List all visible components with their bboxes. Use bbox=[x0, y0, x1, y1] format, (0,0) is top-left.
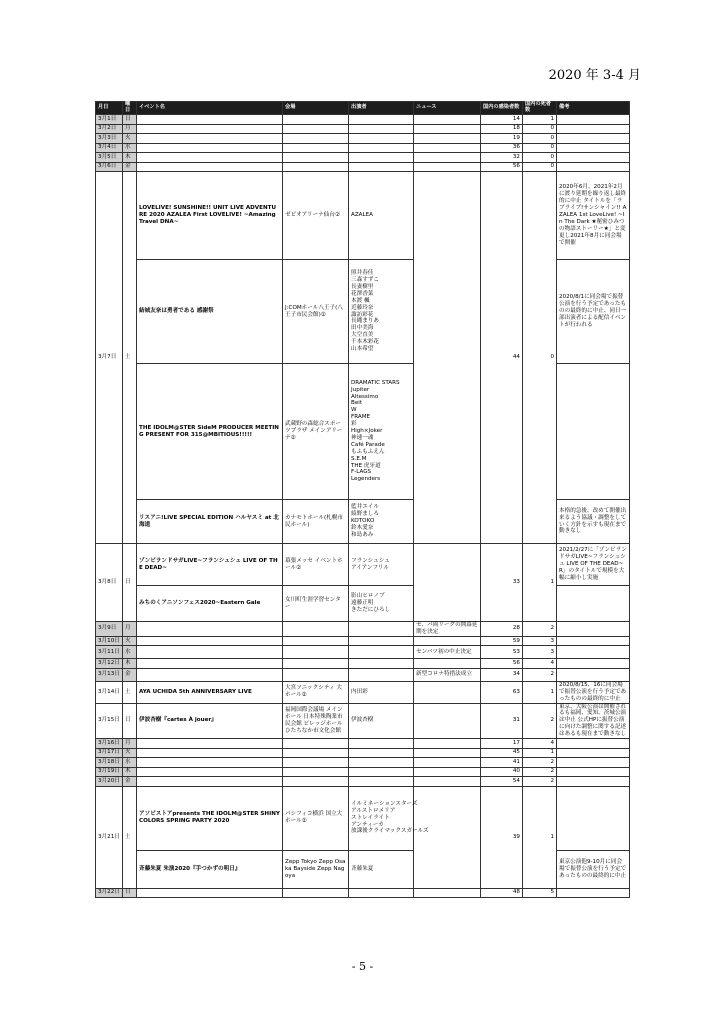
day-cell: 月 bbox=[123, 124, 137, 134]
performer-name: Jupiter bbox=[351, 386, 370, 393]
performer-name: きただにひろし bbox=[351, 606, 391, 613]
cases-cell: 53 bbox=[481, 646, 523, 659]
table-row bbox=[96, 786, 630, 850]
performers-cell bbox=[349, 143, 414, 153]
notes-cell bbox=[557, 622, 630, 637]
cases-cell: 44 bbox=[481, 172, 523, 544]
performer-name: S.E.M bbox=[351, 455, 367, 462]
table-row bbox=[96, 134, 630, 144]
table-row bbox=[96, 777, 630, 787]
notes-cell bbox=[557, 739, 630, 749]
notes-cell bbox=[557, 748, 630, 758]
deaths-cell: 3 bbox=[523, 646, 557, 659]
performer-name: 近藤玲奈 bbox=[351, 304, 374, 311]
event-cell bbox=[137, 143, 283, 153]
venue-cell bbox=[283, 124, 349, 134]
date-cell: 3月22日 bbox=[96, 888, 123, 898]
event-cell bbox=[137, 888, 283, 898]
performer-name: 本渡 楓 bbox=[351, 297, 370, 304]
cases-cell: 17 bbox=[481, 739, 523, 749]
performers-cell bbox=[349, 646, 414, 659]
event-cell bbox=[137, 748, 283, 758]
performer-name: アンティーカ bbox=[351, 821, 384, 828]
notes-cell bbox=[557, 143, 630, 153]
performers-cell bbox=[349, 153, 414, 163]
deaths-cell: 2 bbox=[523, 767, 557, 777]
page-title: 2020 年 3-4 月 bbox=[548, 68, 641, 83]
performers-cell bbox=[349, 124, 414, 134]
performer-name: KOTOKO bbox=[351, 518, 375, 525]
venue-cell bbox=[283, 162, 349, 172]
performer-name: F-LAGS bbox=[351, 469, 372, 476]
notes-cell: 2020年6月、2021年2月に渡り延期を繰り返し最終的に中止 タイトルを「ラブライブ!サンシャイン!! AZALEA 1st LoveLive! ~In The Dark ★秘密ひみつの物語ストーリー★」と変更し2021年8月に同会場で開催 bbox=[557, 172, 630, 260]
news-cell bbox=[414, 767, 481, 777]
header-date: 月日 bbox=[96, 102, 123, 115]
performers-cell bbox=[349, 260, 414, 364]
performer-name: 内田彩 bbox=[351, 688, 368, 695]
performer-name: 鈴木愛奈 bbox=[351, 524, 374, 531]
day-cell: 日 bbox=[123, 115, 137, 125]
day-cell: 土 bbox=[123, 681, 137, 703]
date-cell: 3月1日 bbox=[96, 115, 123, 125]
venue-cell bbox=[283, 143, 349, 153]
performers-cell bbox=[349, 668, 414, 681]
cases-cell: 48 bbox=[481, 888, 523, 898]
performer-name: アイアンフリル bbox=[351, 564, 390, 571]
performer-name: 花澤香菜 bbox=[351, 290, 374, 297]
day-cell: 月 bbox=[123, 622, 137, 637]
event-cell bbox=[137, 739, 283, 749]
event-cell bbox=[137, 646, 283, 659]
news-cell: センバツ初の中止決定 bbox=[414, 646, 481, 659]
deaths-cell: 4 bbox=[523, 659, 557, 669]
deaths-cell: 2 bbox=[523, 622, 557, 637]
performers-cell bbox=[349, 636, 414, 646]
date-cell: 3月19日 bbox=[96, 767, 123, 777]
performers-cell bbox=[349, 162, 414, 172]
notes-cell: 2020/8/1に同会場で振替公演を行う予定であったものの最終的に中止、同日一部出演者による配信イベントが行われる bbox=[557, 260, 630, 364]
cases-cell: 59 bbox=[481, 636, 523, 646]
performer-name: 田中美海 bbox=[351, 325, 374, 332]
deaths-cell: 0 bbox=[523, 172, 557, 544]
header-performers: 出演者 bbox=[349, 102, 414, 115]
date-cell: 3月12日 bbox=[96, 659, 123, 669]
deaths-cell: 0 bbox=[523, 162, 557, 172]
deaths-cell: 4 bbox=[523, 739, 557, 749]
performers-cell bbox=[349, 758, 414, 768]
cases-cell: 19 bbox=[481, 134, 523, 144]
cases-cell: 54 bbox=[481, 777, 523, 787]
performers-cell bbox=[349, 622, 414, 637]
event-cell: 結城友奈は勇者である 感謝祭 bbox=[137, 260, 283, 364]
event-cell bbox=[137, 758, 283, 768]
event-cell bbox=[137, 622, 283, 637]
date-cell: 3月7日 bbox=[96, 172, 123, 544]
notes-cell bbox=[557, 134, 630, 144]
table-row bbox=[96, 115, 630, 125]
performer-name: 三森すずこ bbox=[351, 276, 380, 283]
header-day: 曜日 bbox=[123, 102, 137, 115]
table-row bbox=[96, 758, 630, 768]
header-row bbox=[96, 102, 630, 115]
event-cell: 斉藤朱夏 朱演2020『手つかずの明日』 bbox=[137, 850, 283, 888]
performer-name: 諏訪彩花 bbox=[351, 311, 374, 318]
performer-name: 長縄まりあ bbox=[351, 318, 379, 325]
header-notes: 備考 bbox=[557, 102, 630, 115]
venue-cell: 武蔵野の森総合スポーツプラザ メインアリーナ② bbox=[283, 364, 349, 500]
cases-cell: 41 bbox=[481, 758, 523, 768]
table-row bbox=[96, 748, 630, 758]
news-cell bbox=[414, 544, 481, 622]
day-cell: 日 bbox=[123, 888, 137, 898]
table-row bbox=[96, 143, 630, 153]
cases-cell: 56 bbox=[481, 659, 523, 669]
performers-cell bbox=[349, 777, 414, 787]
deaths-cell: 5 bbox=[523, 888, 557, 898]
performers-cell bbox=[349, 767, 414, 777]
date-cell: 3月9日 bbox=[96, 622, 123, 637]
venue-cell: J:COMホール八王子(八王子市民会館)② bbox=[283, 260, 349, 364]
header-deaths: 国内の死者数 bbox=[523, 102, 557, 115]
notes-cell bbox=[557, 646, 630, 659]
notes-cell bbox=[557, 758, 630, 768]
venue-cell bbox=[283, 153, 349, 163]
performers-cell bbox=[349, 681, 414, 703]
venue-cell: 幕張メッセ イベントホール② bbox=[283, 544, 349, 586]
cases-cell: 63 bbox=[481, 681, 523, 703]
cases-cell: 34 bbox=[481, 668, 523, 681]
schedule-table bbox=[95, 101, 630, 898]
table-row bbox=[96, 124, 630, 134]
news-cell bbox=[414, 124, 481, 134]
event-cell bbox=[137, 668, 283, 681]
performer-name: 綾野ましろ bbox=[351, 511, 379, 518]
notes-cell: 東京、大阪公演は開催されるも福岡、愛知、茨城公演は中止 公式HPに振替公演に向けた調整に関する記述はあるも現在まで動きなし bbox=[557, 703, 630, 739]
header-event: イベント名 bbox=[137, 102, 283, 115]
performer-name: 遠藤正明 bbox=[351, 600, 374, 607]
notes-cell bbox=[557, 124, 630, 134]
news-cell bbox=[414, 143, 481, 153]
deaths-cell: 2 bbox=[523, 668, 557, 681]
deaths-cell: 0 bbox=[523, 134, 557, 144]
day-cell: 火 bbox=[123, 134, 137, 144]
performer-name: 千本木彩花 bbox=[351, 339, 379, 346]
performer-name: 斉藤朱夏 bbox=[351, 865, 374, 872]
cases-cell: 32 bbox=[481, 153, 523, 163]
performer-name: Café Parade bbox=[351, 441, 385, 448]
event-cell bbox=[137, 115, 283, 125]
performers-cell bbox=[349, 586, 414, 622]
performer-name: AZALEA bbox=[351, 212, 373, 219]
news-cell bbox=[414, 172, 481, 544]
performer-name: Legenders bbox=[351, 476, 381, 483]
cases-cell: 33 bbox=[481, 544, 523, 622]
venue-cell bbox=[283, 888, 349, 898]
performers-cell bbox=[349, 115, 414, 125]
deaths-cell: 0 bbox=[523, 153, 557, 163]
performers-cell bbox=[349, 364, 414, 500]
news-cell bbox=[414, 748, 481, 758]
notes-cell bbox=[557, 153, 630, 163]
date-cell: 3月13日 bbox=[96, 668, 123, 681]
performer-name: 放課後クライマックスガールズ bbox=[351, 828, 429, 835]
date-cell: 3月15日 bbox=[96, 703, 123, 739]
date-cell: 3月11日 bbox=[96, 646, 123, 659]
performer-name: DRAMATIC STARS bbox=[351, 379, 400, 386]
event-cell: AYA UCHIDA 5th ANNIVERSARY LIVE bbox=[137, 681, 283, 703]
performers-cell bbox=[349, 172, 414, 260]
event-cell: みちのくアニソンフェス2020~Eastern Gale bbox=[137, 586, 283, 622]
performers-cell bbox=[349, 748, 414, 758]
venue-cell: 福岡国際会議場 メインホール 日本特殊陶業市民会館 ビレッジホール ひたちなか市文化会館 bbox=[283, 703, 349, 739]
venue-cell bbox=[283, 622, 349, 637]
table-row bbox=[96, 172, 630, 260]
table-row bbox=[96, 767, 630, 777]
header-cases: 国内の感染者数 bbox=[481, 102, 523, 115]
venue-cell: Zepp Tokyo Zepp Osaka Bayside Zepp Nagoya bbox=[283, 850, 349, 888]
day-cell: 水 bbox=[123, 646, 137, 659]
venue-cell bbox=[283, 767, 349, 777]
day-cell: 金 bbox=[123, 162, 137, 172]
header-venue: 会場 bbox=[283, 102, 349, 115]
event-cell: 伊波杏樹『cartes À jouer』 bbox=[137, 703, 283, 739]
table-row bbox=[96, 162, 630, 172]
performer-name: 長妻樹里 bbox=[351, 283, 374, 290]
deaths-cell: 3 bbox=[523, 636, 557, 646]
performer-name: Altessimo bbox=[351, 393, 379, 400]
performers-cell bbox=[349, 659, 414, 669]
news-cell: 新型コロナ特措法成立 bbox=[414, 668, 481, 681]
event-cell bbox=[137, 659, 283, 669]
date-cell: 3月17日 bbox=[96, 748, 123, 758]
date-cell: 3月10日 bbox=[96, 636, 123, 646]
cases-cell: 18 bbox=[481, 124, 523, 134]
cases-cell: 36 bbox=[481, 143, 523, 153]
news-cell bbox=[414, 636, 481, 646]
notes-cell bbox=[557, 668, 630, 681]
day-cell: 土 bbox=[123, 172, 137, 544]
deaths-cell: 0 bbox=[523, 124, 557, 134]
notes-cell: 東京公演他9-10月に同会場で振替公演を行う予定であったものの最終的に中止 bbox=[557, 850, 630, 888]
table-row bbox=[96, 659, 630, 669]
performer-name: High×Joker bbox=[351, 428, 383, 435]
deaths-cell: 2 bbox=[523, 758, 557, 768]
performer-name: FRAME bbox=[351, 414, 371, 421]
venue-cell: パシフィコ横浜 国立大ホール② bbox=[283, 786, 349, 850]
venue-cell bbox=[283, 777, 349, 787]
venue-cell: カナモトホール(札幌市民ホール) bbox=[283, 500, 349, 544]
news-cell bbox=[414, 739, 481, 749]
day-cell: 土 bbox=[123, 786, 137, 888]
event-cell: アソビストアpresents THE IDOLM@STER SHINYCOLORS SPRING PARTY 2020 bbox=[137, 786, 283, 850]
event-cell bbox=[137, 767, 283, 777]
cases-cell: 39 bbox=[481, 786, 523, 888]
day-cell: 木 bbox=[123, 767, 137, 777]
date-cell: 3月3日 bbox=[96, 134, 123, 144]
date-cell: 3月16日 bbox=[96, 739, 123, 749]
table-row bbox=[96, 739, 630, 749]
venue-cell bbox=[283, 748, 349, 758]
notes-cell bbox=[557, 786, 630, 850]
deaths-cell: 1 bbox=[523, 681, 557, 703]
performer-name: 照井春佳 bbox=[351, 270, 374, 277]
venue-cell bbox=[283, 134, 349, 144]
performer-name: もふもふえん bbox=[351, 448, 385, 455]
page-number: - 5 - bbox=[351, 960, 374, 973]
event-cell bbox=[137, 777, 283, 787]
venue-cell: 女川町生涯学習センター bbox=[283, 586, 349, 622]
notes-cell bbox=[557, 636, 630, 646]
event-cell: THE IDOLM@STER SideM PRODUCER MEETING PRESENT FOR 315@MBITIOUS!!!!! bbox=[137, 364, 283, 500]
performer-name: フランシュシュ bbox=[351, 557, 390, 564]
news-cell bbox=[414, 758, 481, 768]
venue-cell bbox=[283, 668, 349, 681]
table-row bbox=[96, 622, 630, 637]
performers-cell bbox=[349, 544, 414, 586]
day-cell: 木 bbox=[123, 659, 137, 669]
notes-cell bbox=[557, 115, 630, 125]
news-cell bbox=[414, 777, 481, 787]
event-cell: リスアニ!LIVE SPECIAL EDITION ハルヤスミ at 北海道 bbox=[137, 500, 283, 544]
day-cell: 日 bbox=[123, 703, 137, 739]
news-cell bbox=[414, 153, 481, 163]
event-cell bbox=[137, 134, 283, 144]
notes-cell bbox=[557, 888, 630, 898]
news-cell bbox=[414, 888, 481, 898]
day-cell: 水 bbox=[123, 758, 137, 768]
news-cell: セ、パ両リーグの開幕延期を決定 bbox=[414, 622, 481, 637]
cases-cell: 31 bbox=[481, 703, 523, 739]
performers-cell bbox=[349, 850, 414, 888]
news-cell bbox=[414, 134, 481, 144]
event-cell bbox=[137, 124, 283, 134]
notes-cell bbox=[557, 659, 630, 669]
performer-name: THE 虎牙道 bbox=[351, 462, 381, 469]
event-cell bbox=[137, 162, 283, 172]
news-cell bbox=[414, 703, 481, 739]
day-cell: 日 bbox=[123, 544, 137, 622]
performers-cell bbox=[349, 786, 429, 850]
day-cell: 火 bbox=[123, 748, 137, 758]
notes-cell: 2021/2/27に「ゾンビランドサガLIVE~フランシュシュ LIVE OF THE DEAD~ R」のタイトルで規模を大幅に縮小し実施 bbox=[557, 544, 630, 586]
day-cell: 水 bbox=[123, 143, 137, 153]
date-cell: 3月14日 bbox=[96, 681, 123, 703]
performer-name: アルストロメリア bbox=[351, 807, 396, 814]
venue-cell bbox=[283, 636, 349, 646]
performers-cell bbox=[349, 888, 414, 898]
performer-name: 大空直美 bbox=[351, 332, 374, 339]
performer-name: 彩 bbox=[351, 421, 357, 428]
cases-cell: 28 bbox=[481, 622, 523, 637]
performer-name: 影山ヒロノブ bbox=[351, 593, 385, 600]
date-cell: 3月8日 bbox=[96, 544, 123, 622]
venue-cell bbox=[283, 115, 349, 125]
header-news: ニュース bbox=[414, 102, 481, 115]
venue-cell: 大宮ソニックシティ 大ホール② bbox=[283, 681, 349, 703]
event-cell: LOVELIVE! SUNSHINE!! UNIT LIVE ADVENTURE 2020 AZALEA First LOVELIVE! ~Amazing Travel DNA~ bbox=[137, 172, 283, 260]
news-cell bbox=[414, 681, 481, 703]
deaths-cell: 1 bbox=[523, 748, 557, 758]
table-row bbox=[96, 888, 630, 898]
performer-name: 山本希望 bbox=[351, 346, 374, 353]
table-row bbox=[96, 681, 630, 703]
date-cell: 3月18日 bbox=[96, 758, 123, 768]
news-cell bbox=[414, 162, 481, 172]
performers-cell bbox=[349, 739, 414, 749]
notes-cell bbox=[557, 767, 630, 777]
day-cell: 火 bbox=[123, 636, 137, 646]
performers-cell bbox=[349, 500, 414, 544]
venue-cell bbox=[283, 646, 349, 659]
performer-name: W bbox=[351, 407, 357, 414]
performers-cell bbox=[349, 134, 414, 144]
table-row bbox=[96, 153, 630, 163]
day-cell: 金 bbox=[123, 668, 137, 681]
table-row bbox=[96, 544, 630, 586]
performer-name: イルミネーションスターズ bbox=[351, 800, 418, 807]
deaths-cell: 1 bbox=[523, 544, 557, 622]
venue-cell bbox=[283, 659, 349, 669]
notes-cell: 2020/8/15、16に同会場で振替公演を行う予定であったものの最終的に中止 bbox=[557, 681, 630, 703]
news-cell bbox=[414, 115, 481, 125]
date-cell: 3月2日 bbox=[96, 124, 123, 134]
deaths-cell: 2 bbox=[523, 703, 557, 739]
venue-cell: ゼビオアリーナ仙台② bbox=[283, 172, 349, 260]
news-cell bbox=[414, 786, 481, 888]
deaths-cell: 2 bbox=[523, 777, 557, 787]
performers-cell bbox=[349, 703, 414, 739]
performer-name: 和島あみ bbox=[351, 531, 374, 538]
table-row bbox=[96, 646, 630, 659]
day-cell: 木 bbox=[123, 153, 137, 163]
news-cell bbox=[414, 659, 481, 669]
performer-name: Beit bbox=[351, 400, 363, 407]
cases-cell: 56 bbox=[481, 162, 523, 172]
cases-cell: 45 bbox=[481, 748, 523, 758]
deaths-cell: 1 bbox=[523, 786, 557, 888]
day-cell: 月 bbox=[123, 739, 137, 749]
date-cell: 3月5日 bbox=[96, 153, 123, 163]
performer-name: 神速一魂 bbox=[351, 434, 374, 441]
day-cell: 金 bbox=[123, 777, 137, 787]
cases-cell: 40 bbox=[481, 767, 523, 777]
notes-cell: 本格的急後、改めて開催出来るよう協議・調整をしていく方針を示すも現在まで動きなし bbox=[557, 500, 630, 544]
event-cell: ゾンビランドサガLIVE~フランシュシュ LIVE OF THE DEAD~ bbox=[137, 544, 283, 586]
deaths-cell: 1 bbox=[523, 115, 557, 125]
table-row bbox=[96, 668, 630, 681]
event-cell bbox=[137, 153, 283, 163]
date-cell: 3月21日 bbox=[96, 786, 123, 888]
cases-cell: 14 bbox=[481, 115, 523, 125]
date-cell: 3月4日 bbox=[96, 143, 123, 153]
date-cell: 3月20日 bbox=[96, 777, 123, 787]
performer-name: 伊波杏樹 bbox=[351, 717, 374, 724]
venue-cell bbox=[283, 739, 349, 749]
notes-cell bbox=[557, 586, 630, 622]
performer-name: ストレイライト bbox=[351, 814, 390, 821]
table-row bbox=[96, 636, 630, 646]
notes-cell bbox=[557, 162, 630, 172]
date-cell: 3月6日 bbox=[96, 162, 123, 172]
performer-name: 藍井エイル bbox=[351, 504, 379, 511]
table-row bbox=[96, 703, 630, 739]
event-cell bbox=[137, 636, 283, 646]
deaths-cell: 0 bbox=[523, 143, 557, 153]
notes-cell bbox=[557, 364, 630, 500]
notes-cell bbox=[557, 777, 630, 787]
venue-cell bbox=[283, 758, 349, 768]
